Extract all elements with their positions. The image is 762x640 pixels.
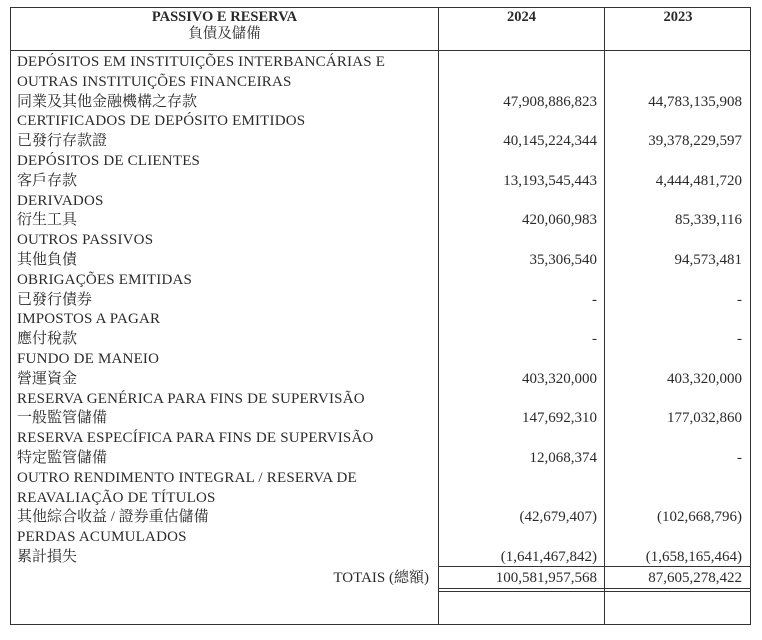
table-row xyxy=(17,469,747,528)
value-2023: 39,378,229,597 xyxy=(648,133,742,150)
table-row xyxy=(17,390,747,430)
row-label-zh: 特定監管儲備 xyxy=(17,449,108,466)
row-line xyxy=(17,271,747,291)
row-line xyxy=(17,310,747,330)
totals-double-rule xyxy=(438,588,750,589)
value-2023: - xyxy=(737,291,742,308)
value-2023: 94,573,481 xyxy=(674,251,742,268)
table-row xyxy=(17,152,747,192)
value-2023: 403,320,000 xyxy=(667,370,742,387)
row-line xyxy=(17,132,747,152)
table-row xyxy=(17,192,747,232)
value-2023: - xyxy=(737,449,742,466)
row-label-pt: IMPOSTOS A PAGAR xyxy=(17,311,161,328)
row-line xyxy=(17,152,747,172)
value-2023: 44,783,135,908 xyxy=(648,93,742,110)
row-line xyxy=(17,112,747,132)
value-2024: 403,320,000 xyxy=(522,370,597,387)
table-row xyxy=(17,350,747,390)
row-label-zh: 客戶存款 xyxy=(17,172,78,189)
value-2023: (102,668,796) xyxy=(657,509,742,526)
row-label-pt: OUTROS PASSIVOS xyxy=(17,232,154,249)
row-line xyxy=(17,211,747,231)
value-2023: 177,032,860 xyxy=(667,410,742,427)
row-label-zh: 已發行存款證 xyxy=(17,133,108,150)
table-row xyxy=(17,231,747,271)
row-line xyxy=(17,449,747,469)
row-line xyxy=(17,291,747,311)
value-2024: (1,641,467,842) xyxy=(500,548,597,565)
row-label-zh: 一般監管儲備 xyxy=(17,410,108,427)
value-2023: 4,444,481,720 xyxy=(655,172,742,189)
row-line xyxy=(17,548,747,568)
row-line xyxy=(17,330,747,350)
value-2024: (42,679,407) xyxy=(519,509,597,526)
row-label-zh: 已發行債券 xyxy=(17,291,93,308)
totals-2023: 87,605,278,422 xyxy=(648,570,742,586)
row-line xyxy=(17,93,747,113)
value-2024: - xyxy=(592,331,597,348)
row-label-pt: DEPÓSITOS EM INSTITUIÇÕES INTERBANCÁRIAS E xyxy=(17,54,386,70)
value-2023: - xyxy=(737,331,742,348)
row-line xyxy=(17,469,747,489)
header-year-2023: 2023 xyxy=(663,9,693,25)
value-2024: 40,145,224,344 xyxy=(503,133,597,150)
row-line xyxy=(17,429,747,449)
value-2024: 35,306,540 xyxy=(529,251,597,268)
row-line xyxy=(17,73,747,93)
value-2024: 147,692,310 xyxy=(522,410,597,427)
row-line xyxy=(17,508,747,528)
totals-double-rule xyxy=(438,591,750,592)
row-label-pt: OUTRAS INSTITUIÇÕES FINANCEIRAS xyxy=(17,73,292,90)
row-label-pt: DERIVADOS xyxy=(17,192,104,209)
header-title-pt: PASSIVO E RESERVA xyxy=(151,9,298,25)
row-label-pt: OBRIGAÇÕES EMITIDAS xyxy=(17,271,193,288)
row-line xyxy=(17,172,747,192)
header-year-2024: 2024 xyxy=(507,9,536,25)
row-label-pt: CERTIFICADOS DE DEPÓSITO EMITIDOS xyxy=(17,113,306,130)
header-description xyxy=(11,8,438,51)
value-2024: 47,908,886,823 xyxy=(503,93,597,110)
table-row xyxy=(17,310,747,350)
row-label-zh: 同業及其他金融機構之存款 xyxy=(17,93,198,110)
value-2024: 13,193,545,443 xyxy=(503,172,597,189)
table-row xyxy=(17,429,747,469)
row-label-pt: REAVALIAÇÃO DE TÍTULOS xyxy=(17,489,216,506)
value-2024: 420,060,983 xyxy=(522,212,597,229)
row-line xyxy=(17,370,747,390)
row-line xyxy=(17,489,747,509)
row-label-zh: 營運資金 xyxy=(17,370,78,387)
row-label-zh: 累計損失 xyxy=(17,548,78,565)
row-label-pt: DEPÓSITOS DE CLIENTES xyxy=(17,152,201,169)
totals-2024: 100,581,957,568 xyxy=(495,570,597,586)
table-row xyxy=(17,528,747,568)
row-line xyxy=(17,350,747,370)
row-line xyxy=(17,409,747,429)
row-label-zh: 其他負債 xyxy=(17,251,78,268)
row-label-pt: PERDAS ACUMULADOS xyxy=(17,529,187,546)
row-label-zh: 其他綜合收益 / 證券重估儲備 xyxy=(17,509,209,526)
row-label-zh: 衍生工具 xyxy=(17,212,78,229)
row-line xyxy=(17,390,747,410)
row-line xyxy=(17,528,747,548)
row-label-pt: FUNDO DE MANEIO xyxy=(17,350,160,367)
row-line xyxy=(17,192,747,212)
table-row xyxy=(17,271,747,311)
row-label-pt: OUTRO RENDIMENTO INTEGRAL / RESERVA DE xyxy=(17,469,357,486)
table-body xyxy=(17,53,747,568)
table-row xyxy=(17,53,747,112)
row-label-pt: RESERVA GENÉRICA PARA FINS DE SUPERVISÃO xyxy=(17,390,365,407)
totals-row xyxy=(17,568,747,588)
row-line xyxy=(17,251,747,271)
value-2024: - xyxy=(592,291,597,308)
value-2023: (1,658,165,464) xyxy=(645,548,742,565)
row-label-zh: 應付稅款 xyxy=(17,331,78,348)
totals-label: TOTAIS (總額) xyxy=(333,570,429,586)
header-title-zh: 負債及儲備 xyxy=(188,26,261,42)
row-line xyxy=(17,53,747,73)
value-2024: 12,068,374 xyxy=(529,449,597,466)
row-line xyxy=(17,231,747,251)
value-2023: 85,339,116 xyxy=(675,212,742,229)
table-row xyxy=(17,112,747,152)
row-label-pt: RESERVA ESPECÍFICA PARA FINS DE SUPERVISÃO xyxy=(17,430,374,447)
